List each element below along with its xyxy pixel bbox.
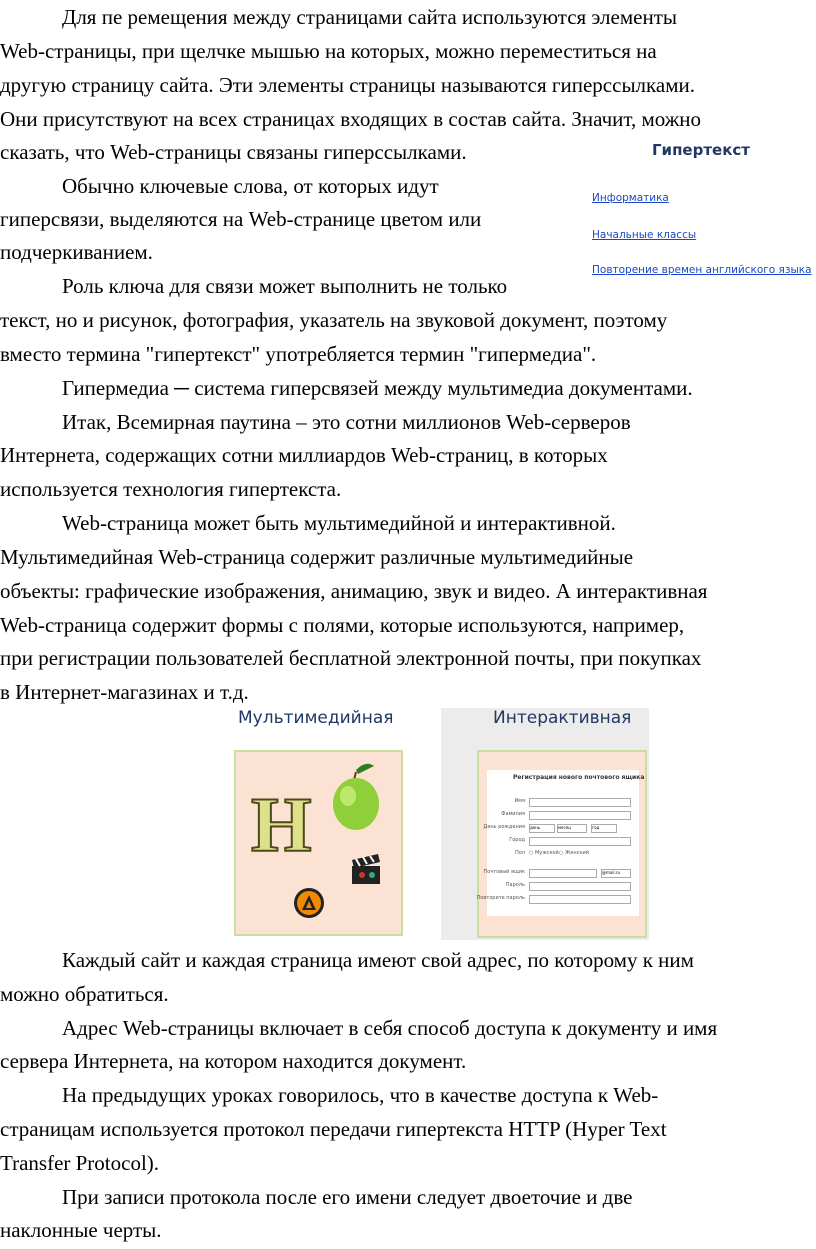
password-input[interactable] (529, 882, 631, 891)
text-line: в Интернет-магазинах и т.д. (0, 680, 249, 704)
link-informatika[interactable]: Информатика (592, 192, 669, 204)
text-line: Обычно ключевые слова, от которых идут (62, 174, 439, 198)
text-line: Мультимедийная Web-страница содержит различные мультимедийные (0, 545, 634, 569)
text-line: наклонные черты. (0, 1218, 162, 1242)
field-label: Повторите пароль (476, 895, 525, 901)
form-row-surname (487, 811, 637, 821)
text-line: Адрес Web-страницы включает в себя способ доступа к документу и имя (62, 1016, 718, 1040)
text-line: При записи протокола после его имени следует двоеточие и две (62, 1185, 633, 1209)
multimedia-page-image (234, 750, 403, 936)
text-line: страницам используется протокол передачи гипертекста HTTP (Hyper Text (0, 1117, 667, 1141)
form-row-city (487, 837, 637, 847)
registration-form (476, 770, 645, 916)
multimedia-caption: Мультимедийная (238, 708, 394, 728)
form-row-name (487, 798, 637, 808)
text-line: объекты: графические изображения, анимацию, звук и видео. А интерактивная (0, 579, 708, 603)
form-title: Регистрация нового почтового ящика (513, 774, 645, 781)
text-line: можно обратиться. (0, 982, 169, 1006)
text-line: Итак, Всемирная паутина – это сотни миллионов Web-серверов (62, 410, 631, 434)
text-line: Web-страницы, при щелчке мышью на которых, можно переместиться на (0, 39, 657, 63)
form-row-mailbox (483, 869, 637, 879)
text-line: гиперсвязи, выделяются на Web-странице цветом или (0, 207, 482, 231)
text-line: На предыдущих уроках говорилось, что в качестве доступа к Web- (62, 1083, 659, 1107)
gender-female-radio[interactable]: ○ Женский (559, 850, 589, 856)
field-label: Пол (514, 850, 525, 856)
year-select[interactable]: год (591, 824, 617, 833)
form-row-gender (487, 850, 637, 860)
gender-male-radio[interactable]: ○ Мужской (529, 850, 559, 856)
text-line: другую страницу сайта. Эти элементы страницы называются гиперссылками. (0, 73, 696, 97)
field-label: Имя (514, 798, 525, 804)
gender-female-label: Женский (564, 850, 589, 856)
text-line: вместо термина "гипертекст" употребляется термин "гипермедиа". (0, 342, 597, 366)
interactive-caption: Интерактивная (493, 708, 632, 728)
mailbox-input[interactable] (529, 869, 597, 878)
password-repeat-input[interactable] (529, 895, 631, 904)
form-row-password-repeat (476, 895, 637, 905)
field-label: Город (509, 837, 525, 843)
text-line: сервера Интернета, на котором находится документ. (0, 1049, 467, 1073)
interactive-page-image (477, 750, 647, 938)
interactive-panel (441, 708, 649, 940)
domain-select[interactable]: @mail.ru (601, 869, 631, 878)
video-clapper-icon (348, 852, 384, 888)
day-select[interactable]: день (529, 824, 555, 833)
text-line: Для пе ремещения между страницами сайта используются элементы (62, 5, 677, 29)
letter-h: H (251, 781, 312, 868)
text-line: Роль ключа для связи может выполнить не только (62, 274, 508, 298)
name-input[interactable] (529, 798, 631, 807)
field-label: Фамилия (501, 811, 525, 817)
gender-male-label: Мужской (534, 850, 559, 856)
link-primary-classes[interactable]: Начальные классы (592, 229, 697, 241)
apple-icon (326, 760, 386, 832)
text-line: Transfer Protocol). (0, 1151, 160, 1175)
hypertext-title: Гипертекст (652, 141, 750, 159)
text-line: используется технология гипертекста. (0, 477, 342, 501)
text-line: Гипермедиа ─ система гиперсвязей между мультимедиа документами. (62, 376, 693, 400)
text-line: Они присутствуют на всех страницах входящих в состав сайта. Значит, можно (0, 107, 702, 131)
text-line: при регистрации пользователей бесплатной электронной почты, при покупках (0, 646, 702, 670)
sound-player-icon (292, 886, 326, 920)
city-input[interactable] (529, 837, 631, 846)
text-line: Интернета, содержащих сотни миллиардов Web-страниц, в которых (0, 443, 608, 467)
text-line: подчеркиванием. (0, 240, 153, 264)
form-row-birthday (483, 824, 637, 834)
field-label: Почтовый ящик (483, 869, 525, 875)
surname-input[interactable] (529, 811, 631, 820)
text-line: сказать, что Web-страницы связаны гиперссылками. (0, 140, 467, 164)
field-label: День рождения (483, 824, 525, 830)
text-line: Web-страница может быть мультимедийной и интерактивной. (62, 511, 616, 535)
field-label: Пароль (505, 882, 525, 888)
text-line: текст, но и рисунок, фотография, указатель на звуковой документ, поэтому (0, 308, 668, 332)
month-select[interactable]: месяц (557, 824, 587, 833)
link-english-tenses[interactable]: Повторение времен английского языка (592, 264, 812, 276)
form-row-password (487, 882, 637, 892)
text-line: Web-страница содержит формы с полями, которые используются, например, (0, 613, 685, 637)
text-line: Каждый сайт и каждая страница имеют свой адрес, по которому к ним (62, 948, 694, 972)
